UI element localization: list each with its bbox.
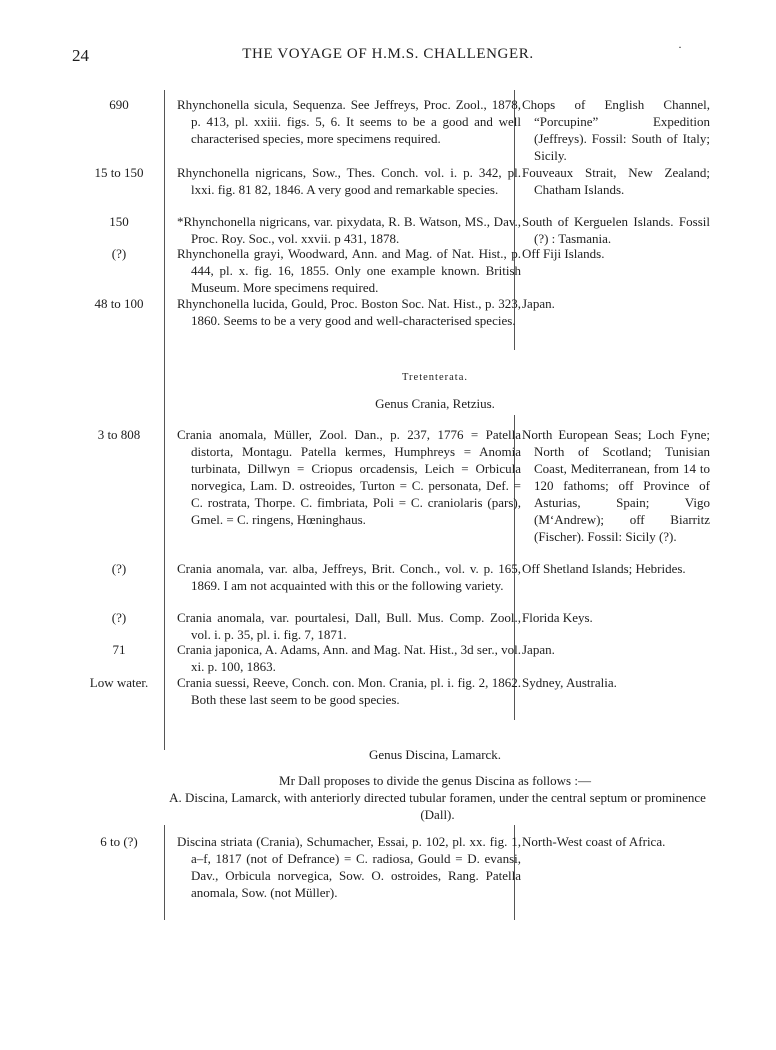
locality-cell: Sydney, Australia. <box>522 675 617 690</box>
locality-cell: Off Fiji Islands. <box>522 246 605 261</box>
locality-cell: Chops of English Channel, “Porcupine” Expedition (Jeffreys). Fossil: South of Italy; Sicily. <box>522 97 710 163</box>
species-description: Crania anomala, var. pourtalesi, Dall, Bull. Mus. Comp. Zool., vol. i. p. 35, pl. i. fig. 7, 1871. <box>177 610 521 642</box>
depth-cell: 3 to 808 <box>97 427 141 442</box>
depth-cell: 71 <box>112 642 126 657</box>
depth-cell: (?) <box>111 246 127 261</box>
genus-heading: Genus Discina, Lamarck. <box>368 747 502 762</box>
running-title: THE VOYAGE OF H.M.S. CHALLENGER. <box>242 46 534 62</box>
locality-cell: South of Kerguelen Islands. Fossil (?) : Tasmania. <box>522 214 710 246</box>
species-description: Rhynchonella grayi, Woodward, Ann. and Mag. of Nat. Hist., p. 444, pl. x. fig. 16, 1855. Only one example known. British Museum. More specimens required. <box>177 246 521 295</box>
genus-heading: Genus Crania, Retzius. <box>375 396 495 411</box>
depth-cell: (?) <box>111 561 127 576</box>
print-speck: · <box>678 40 682 54</box>
division-note: A. Discina, Lamarck, with anteriorly directed tubular foramen, under the central septum or prominence (Dall). <box>169 790 706 822</box>
family-heading: Tretenterata. <box>402 372 468 383</box>
locality-cell: North-West coast of Africa. <box>522 834 666 849</box>
depth-cell: 690 <box>109 97 129 112</box>
species-description: Discina striata (Crania), Schumacher, Essai, p. 102, pl. xx. fig. 1, a–f, 1817 (not of Defrance) = C. radiosa, Gould = D. evansi, Dav., Orbicula norvegica, Sow. O. ostroides, Rang. Patella anomala, Sow. (not Müller). <box>177 834 521 900</box>
locality-cell: Florida Keys. <box>522 610 593 625</box>
locality-cell: Fouveaux Strait, New Zealand; Chatham Islands. <box>522 165 710 197</box>
species-description: Rhynchonella sicula, Sequenza. See Jeffreys, Proc. Zool., 1878, p. 413, pl. xxiii. figs. 5, 6. It seems to be a good and well characterised species, more specimens required. <box>177 97 521 146</box>
depth-cell: Low water. <box>89 675 149 690</box>
species-description: Crania anomala, Müller, Zool. Dan., p. 237, 1776 = Patella distorta, Montagu. Patella kermes, Humphreys = Anomia turbinata, Dillwyn = Criopus orcadensis, Leich = Orbicula norvegica, Lam. D. ostreoides, Turton = C. personata, Def. = C. rostrata, Thorpe. C. fimbriata, Poli = C. craniolaris (pars), Gmel. = C. ringens, Hœninghaus. <box>177 427 521 527</box>
column-rule-left-last <box>164 825 165 920</box>
page-number: 24 <box>72 46 89 65</box>
locality-cell: Japan. <box>522 296 555 311</box>
species-description: Crania anomala, var. alba, Jeffreys, Brit. Conch., vol. v. p. 165, 1869. I am not acquainted with this or the following variety. <box>177 561 521 593</box>
locality-cell: Japan. <box>522 642 555 657</box>
depth-cell: (?) <box>111 610 127 625</box>
species-description: Rhynchonella lucida, Gould, Proc. Boston Soc. Nat. Hist., p. 323, 1860. Seems to be a very good and well-characterised species. <box>177 296 521 328</box>
depth-cell: 15 to 150 <box>94 165 144 180</box>
depth-cell: 48 to 100 <box>94 296 144 311</box>
genus-intro: Mr Dall proposes to divide the genus Discina as follows :— <box>279 773 591 788</box>
locality-cell: Off Shetland Islands; Hebrides. <box>522 561 686 576</box>
species-description: Rhynchonella nigricans, Sow., Thes. Conch. vol. i. p. 342, pl. lxxi. fig. 81 82, 1846. A very good and remarkable species. <box>177 165 521 197</box>
species-description: *Rhynchonella nigricans, var. pixydata, R. B. Watson, MS., Dav., Proc. Roy. Soc., vol. xxvii. p 431, 1878. <box>177 214 521 246</box>
depth-cell: 6 to (?) <box>100 834 138 849</box>
species-description: Crania japonica, A. Adams, Ann. and Mag. Nat. Hist., 3d ser., vol. xi. p. 100, 1863. <box>177 642 521 674</box>
column-rule-left-top <box>164 90 165 350</box>
depth-cell: 150 <box>109 214 129 229</box>
species-description: Crania suessi, Reeve, Conch. con. Mon. Crania, pl. i. fig. 2, 1862. Both these last seem to be good species. <box>177 675 521 707</box>
locality-cell: North European Seas; Loch Fyne; North of Scotland; Tunisian Coast, Mediterranean, from 14 to 120 fathoms; off Province of Asturias, Spain; Vigo (M‘Andrew); off Biarritz (Fischer). Fossil: Sicily (?). <box>522 427 710 544</box>
